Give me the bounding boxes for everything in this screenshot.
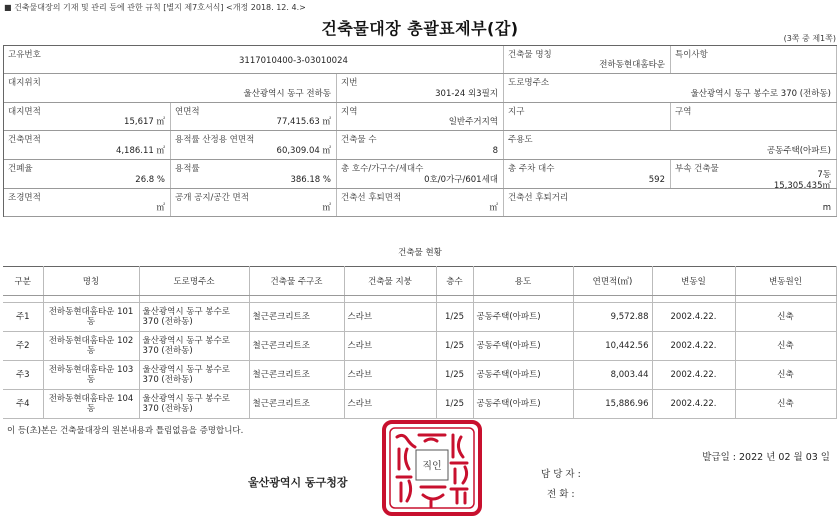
cell-area: 15,886.96 [573, 390, 652, 419]
cell-name: 전하동현대홈타운 102동 [43, 332, 139, 361]
building-area-label: 건축면적 [8, 135, 41, 145]
issuing-office: 울산광역시 동구청장 [248, 476, 348, 489]
table-row [3, 361, 836, 390]
cell-floors: 1/25 [436, 332, 473, 361]
setback-dist-cell [504, 189, 837, 216]
parking-value: 592 [648, 175, 665, 185]
open-space-value: ㎡ [322, 203, 331, 213]
table-row [3, 390, 836, 419]
cell-cause: 신축 [735, 303, 836, 332]
table-row [3, 303, 836, 332]
zone-cell [337, 103, 504, 130]
cell-div: 주4 [3, 390, 43, 419]
summary-row [4, 46, 837, 74]
cell-date: 2002.4.22. [652, 390, 735, 419]
page-note: (3쪽 중 제1쪽) [783, 34, 836, 43]
summary-row [4, 103, 837, 131]
column-header: 건축물 지붕 [344, 267, 436, 296]
column-header: 변동원인 [735, 267, 836, 296]
setback-dist-value: m [822, 203, 831, 213]
sector-label: 구역 [675, 107, 692, 117]
summary-row [4, 189, 837, 217]
staff-label: 담 당 자 : [541, 469, 581, 480]
district-cell [504, 103, 671, 130]
cell-date: 2002.4.22. [652, 361, 735, 390]
unique-no-label: 고유번호 [8, 50, 41, 60]
legal-note: ■ 건축물대장의 기재 및 관리 등에 관한 규칙 [별지 제7호서식] <개정 2018. 12. 4.> [4, 3, 306, 12]
annex-area: 15,305.435㎡ [773, 181, 831, 191]
cell-address: 울산광역시 동구 봉수로 370 (전하동) [139, 332, 249, 361]
column-header: 연면적(㎡) [573, 267, 652, 296]
landscape-value: ㎡ [156, 203, 165, 213]
column-header: 변동일 [652, 267, 735, 296]
far-area-cell [171, 131, 337, 159]
cell-div: 주3 [3, 361, 43, 390]
summary-row [4, 74, 837, 103]
cell-address: 울산광역시 동구 봉수로 370 (전하동) [139, 390, 249, 419]
building-count-label: 건축물 수 [341, 135, 377, 145]
column-header: 건축물 주구조 [249, 267, 344, 296]
total-floor-area-cell [171, 103, 337, 130]
special-label: 특이사항 [675, 50, 708, 60]
summary-grid [3, 45, 837, 217]
column-header: 용도 [473, 267, 573, 296]
building-name-value: 전하동현대홈타운 [599, 60, 665, 70]
households-cell [337, 160, 504, 188]
cell-use: 공동주택(아파트) [473, 390, 573, 419]
seal-center-text: 직인 [422, 461, 442, 472]
cell-name: 전하동현대홈타운 103동 [43, 361, 139, 390]
cell-address: 울산광역시 동구 봉수로 370 (전하동) [139, 361, 249, 390]
location-label: 대지위치 [8, 78, 41, 88]
site-area-label: 대지면적 [8, 107, 41, 117]
column-header: 구분 [3, 267, 43, 296]
summary-row [4, 160, 837, 189]
annex-cell [671, 160, 837, 191]
cell-roof: 스라브 [344, 390, 436, 419]
cell-area: 10,442.56 [573, 332, 652, 361]
document-title: 건축물대장 총괄표제부(갑) [321, 19, 519, 38]
households-value: 0호/0가구/601세대 [424, 175, 498, 185]
unique-no-value: 3117010400-3-03010024 [239, 56, 348, 66]
cell-cause: 신축 [735, 361, 836, 390]
cell-name: 전하동현대홈타운 104동 [43, 390, 139, 419]
certification-text: 이 등(초)본은 건축물대장의 원본내용과 틀림없음을 증명합니다. [7, 426, 244, 436]
cell-area: 9,572.88 [573, 303, 652, 332]
cell-roof: 스라브 [344, 332, 436, 361]
lot-label: 지번 [341, 78, 358, 88]
annex-label: 부속 건축물 [675, 164, 719, 174]
cell-floors: 1/25 [436, 390, 473, 419]
building-area-cell [4, 131, 171, 159]
setback-area-label: 건축선 후퇴면적 [341, 193, 402, 203]
setback-dist-label: 건축선 후퇴거리 [508, 193, 569, 203]
cell-use: 공동주택(아파트) [473, 361, 573, 390]
column-header: 층수 [436, 267, 473, 296]
cell-structure: 철근콘크리트조 [249, 390, 344, 419]
main-use-label: 주용도 [508, 135, 533, 145]
cell-cause: 신축 [735, 332, 836, 361]
cell-floors: 1/25 [436, 303, 473, 332]
landscape-label: 조경면적 [8, 193, 41, 203]
total-floor-area-label: 연면적 [175, 107, 200, 117]
far-value: 386.18 % [290, 175, 331, 185]
table-row [3, 332, 836, 361]
site-area-cell [4, 103, 171, 130]
cell-structure: 철근콘크리트조 [249, 361, 344, 390]
building-count-cell [337, 131, 504, 159]
building-table [3, 266, 837, 419]
cell-cause: 신축 [735, 390, 836, 419]
cell-area: 8,003.44 [573, 361, 652, 390]
cell-use: 공동주택(아파트) [473, 332, 573, 361]
coverage-cell [4, 160, 171, 188]
location-cell [4, 74, 337, 102]
main-use-cell [504, 131, 837, 159]
setback-area-value: ㎡ [489, 203, 498, 213]
zone-value: 일반주거지역 [448, 117, 498, 127]
far-cell [171, 160, 337, 188]
road-address-cell [504, 74, 837, 102]
summary-row [4, 131, 837, 160]
open-space-label: 공개 공지/공간 면적 [175, 193, 249, 203]
unique-no-cell [4, 46, 504, 73]
far-area-value: 60,309.04 ㎡ [276, 146, 331, 156]
far-area-label: 용적률 산정용 연면적 [175, 135, 255, 145]
far-label: 용적률 [175, 164, 200, 174]
cell-date: 2002.4.22. [652, 332, 735, 361]
lot-cell [337, 74, 504, 102]
building-count-value: 8 [492, 146, 498, 156]
parking-label: 총 주차 대수 [508, 164, 555, 174]
main-use-value: 공동주택(아파트) [766, 146, 831, 156]
building-name-cell [504, 46, 671, 73]
district-label: 지구 [508, 107, 525, 117]
cell-structure: 철근콘크리트조 [249, 303, 344, 332]
cell-roof: 스라브 [344, 303, 436, 332]
cell-address: 울산광역시 동구 봉수로 370 (전하동) [139, 303, 249, 332]
total-floor-area-value: 77,415.63 ㎡ [276, 117, 331, 127]
section-title: 건축물 현황 [398, 248, 442, 258]
table-header-row [3, 267, 836, 296]
building-name-label: 건축물 명칭 [508, 50, 552, 60]
road-address-value: 울산광역시 동구 봉수로 370 (전하동) [690, 89, 831, 99]
cell-roof: 스라브 [344, 361, 436, 390]
phone-label: 전 화 : [547, 489, 575, 500]
zone-label: 지역 [341, 107, 358, 117]
location-value: 울산광역시 동구 전하동 [243, 89, 331, 99]
coverage-value: 26.8 % [135, 175, 165, 185]
parking-cell [504, 160, 671, 188]
households-label: 총 호수/가구수/세대수 [341, 164, 424, 174]
issue-date: 발급일 : 2022 년 02 월 03 일 [702, 452, 830, 463]
landscape-cell [4, 189, 171, 216]
official-seal-stamp [381, 419, 483, 517]
cell-use: 공동주택(아파트) [473, 303, 573, 332]
coverage-label: 건폐율 [8, 164, 33, 174]
cell-floors: 1/25 [436, 361, 473, 390]
annex-count: 7동 [817, 170, 831, 180]
lot-value: 301-24 외3필지 [435, 89, 498, 99]
cell-date: 2002.4.22. [652, 303, 735, 332]
building-area-value: 4,186.11 ㎡ [115, 146, 165, 156]
special-cell [671, 46, 837, 73]
cell-div: 주1 [3, 303, 43, 332]
site-area-value: 15,617 ㎡ [124, 117, 165, 127]
table-spacer-row [3, 296, 836, 303]
cell-structure: 철근콘크리트조 [249, 332, 344, 361]
staff-block [541, 465, 581, 505]
road-address-label: 도로명주소 [508, 78, 550, 88]
column-header: 명칭 [43, 267, 139, 296]
open-space-cell [171, 189, 337, 216]
sector-cell [671, 103, 837, 130]
column-header: 도로명주소 [139, 267, 249, 296]
cell-div: 주2 [3, 332, 43, 361]
cell-name: 전하동현대홈타운 101동 [43, 303, 139, 332]
setback-area-cell [337, 189, 504, 216]
